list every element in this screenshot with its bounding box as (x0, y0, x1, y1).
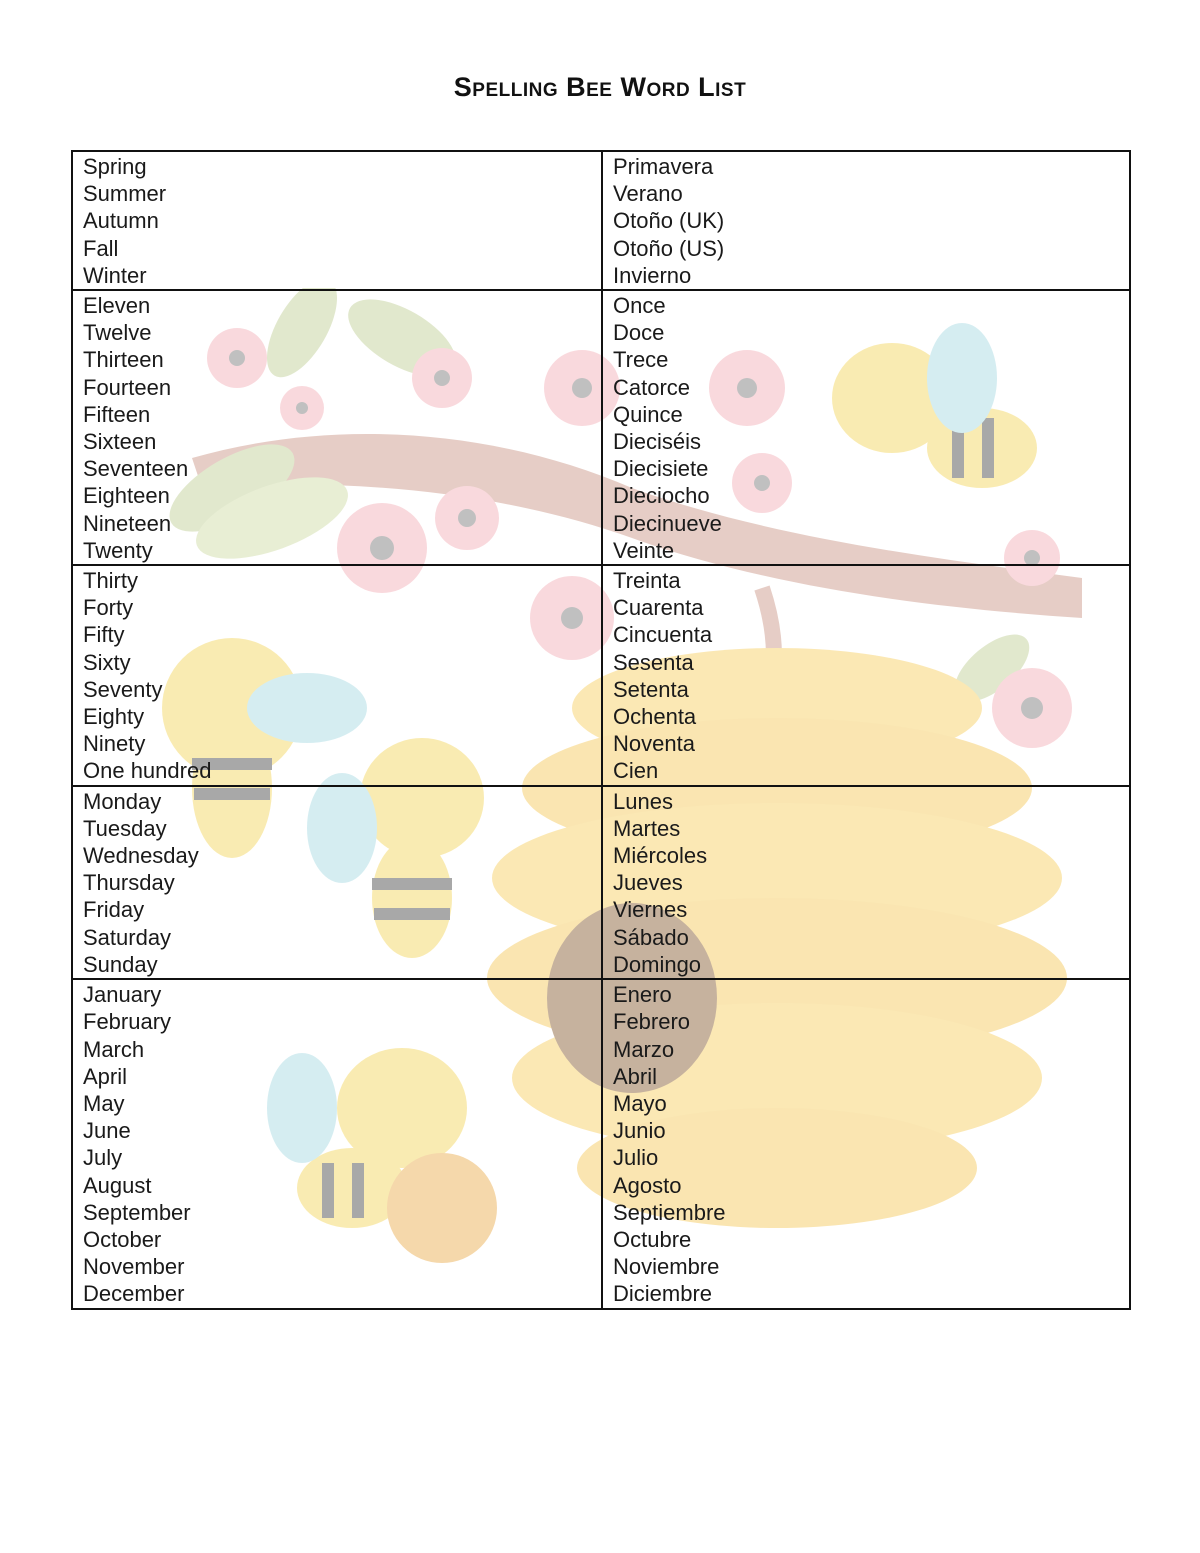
english-word: Autumn (83, 208, 159, 234)
english-word: Spring (83, 154, 147, 179)
spanish-word: Setenta (613, 676, 689, 702)
english-word: Winter (83, 262, 147, 288)
english-word: Saturday (83, 924, 172, 950)
english-word: Fourteen (83, 374, 172, 400)
spanish-word: Agosto (613, 1172, 682, 1198)
english-word: Wednesday (83, 843, 199, 869)
english-word: Seventy (83, 676, 163, 702)
english-word: Sixteen (83, 429, 157, 455)
english-word: One hundred (83, 758, 212, 784)
spanish-word: Invierno (613, 262, 692, 288)
spanish-word: Enero (613, 982, 672, 1008)
english-word: Sunday (83, 951, 158, 977)
table-row (72, 786, 1130, 979)
english-word: Sixty (83, 649, 131, 675)
spanish-word: Treinta (613, 568, 681, 594)
spanish-word: Noventa (613, 731, 695, 757)
spanish-word: Quince (613, 401, 683, 427)
english-word: Eighty (83, 704, 145, 730)
spanish-word: Septiembre (613, 1199, 726, 1225)
english-word: Monday (83, 788, 162, 814)
page-title: Spelling Bee Word List (453, 72, 747, 102)
spanish-word: Febrero (613, 1009, 691, 1035)
spanish-word: Ochenta (613, 704, 697, 730)
spanish-words-cell (602, 565, 1130, 786)
english-word: January (83, 982, 162, 1008)
spanish-word: Veinte (613, 537, 675, 563)
english-word: Twenty (83, 537, 153, 563)
table-row (72, 979, 1130, 1308)
english-word: Fifty (83, 622, 125, 648)
word-list-body (72, 151, 1130, 1309)
spanish-word: Domingo (613, 951, 702, 977)
spanish-word: Lunes (613, 788, 673, 814)
english-word: Nineteen (83, 510, 172, 536)
english-word: September (83, 1199, 191, 1225)
english-word: August (83, 1172, 152, 1198)
spanish-word: Diecisiete (613, 456, 709, 482)
spanish-word: Sábado (613, 924, 689, 950)
english-word: March (83, 1036, 145, 1062)
spanish-word: Cincuenta (613, 622, 713, 648)
english-word: Ninety (83, 731, 146, 757)
english-word: Eighteen (83, 483, 170, 509)
spanish-word: Viernes (613, 897, 688, 923)
english-word: July (83, 1145, 123, 1171)
english-word: December (83, 1281, 185, 1307)
spanish-word: Trece (613, 347, 669, 373)
spanish-word: Catorce (613, 374, 691, 400)
english-word: Fifteen (83, 401, 151, 427)
table-row (72, 290, 1130, 565)
english-word: Thursday (83, 870, 175, 896)
english-word: February (83, 1009, 172, 1035)
spanish-word: Cuarenta (613, 595, 704, 621)
english-words-cell (72, 151, 602, 290)
spanish-word: Junio (613, 1118, 666, 1144)
english-word: November (83, 1254, 185, 1280)
spanish-word: Once (613, 293, 666, 319)
spanish-word: Abril (613, 1063, 658, 1089)
spanish-word: Primavera (613, 154, 714, 179)
spanish-word: Cien (613, 758, 659, 784)
spanish-word: Otoño (US) (613, 235, 725, 261)
english-word: Tuesday (83, 815, 167, 841)
spanish-word: Miércoles (613, 843, 708, 869)
english-word: Friday (83, 897, 145, 923)
spanish-words-cell (602, 290, 1130, 565)
spanish-word: Sesenta (613, 649, 694, 675)
english-words-cell (72, 979, 602, 1308)
english-word: Summer (83, 181, 167, 207)
spanish-word: Octubre (613, 1226, 692, 1252)
spanish-word: Marzo (613, 1036, 675, 1062)
spanish-word: Doce (613, 320, 665, 346)
spanish-word: Dieciséis (613, 429, 702, 455)
spanish-word: Dieciocho (613, 483, 710, 509)
table-row (72, 151, 1130, 290)
english-words-cell (72, 290, 602, 565)
spanish-word: Verano (613, 181, 683, 207)
word-list-table (71, 150, 1131, 1310)
spanish-words-cell (602, 979, 1130, 1308)
spanish-word: Julio (613, 1145, 659, 1171)
english-word: Forty (83, 595, 134, 621)
english-word: Thirteen (83, 347, 164, 373)
english-word: May (83, 1090, 125, 1116)
english-word: Thirty (83, 568, 138, 594)
english-words-cell (72, 565, 602, 786)
english-word: Twelve (83, 320, 152, 346)
english-word: Fall (83, 235, 119, 261)
spanish-word: Diecinueve (613, 510, 722, 536)
english-word: April (83, 1063, 128, 1089)
table-row (72, 565, 1130, 786)
spanish-word: Otoño (UK) (613, 208, 725, 234)
english-words-cell (72, 786, 602, 979)
spanish-word: Noviembre (613, 1254, 720, 1280)
spanish-words-cell (602, 151, 1130, 290)
english-word: June (83, 1118, 131, 1144)
spanish-word: Mayo (613, 1090, 667, 1116)
spanish-words-cell (602, 786, 1130, 979)
spanish-word: Jueves (613, 870, 683, 896)
english-word: Eleven (83, 293, 151, 319)
spanish-word: Martes (613, 815, 681, 841)
english-word: Seventeen (83, 456, 189, 482)
spanish-word: Diciembre (613, 1281, 713, 1307)
english-word: October (83, 1226, 162, 1252)
